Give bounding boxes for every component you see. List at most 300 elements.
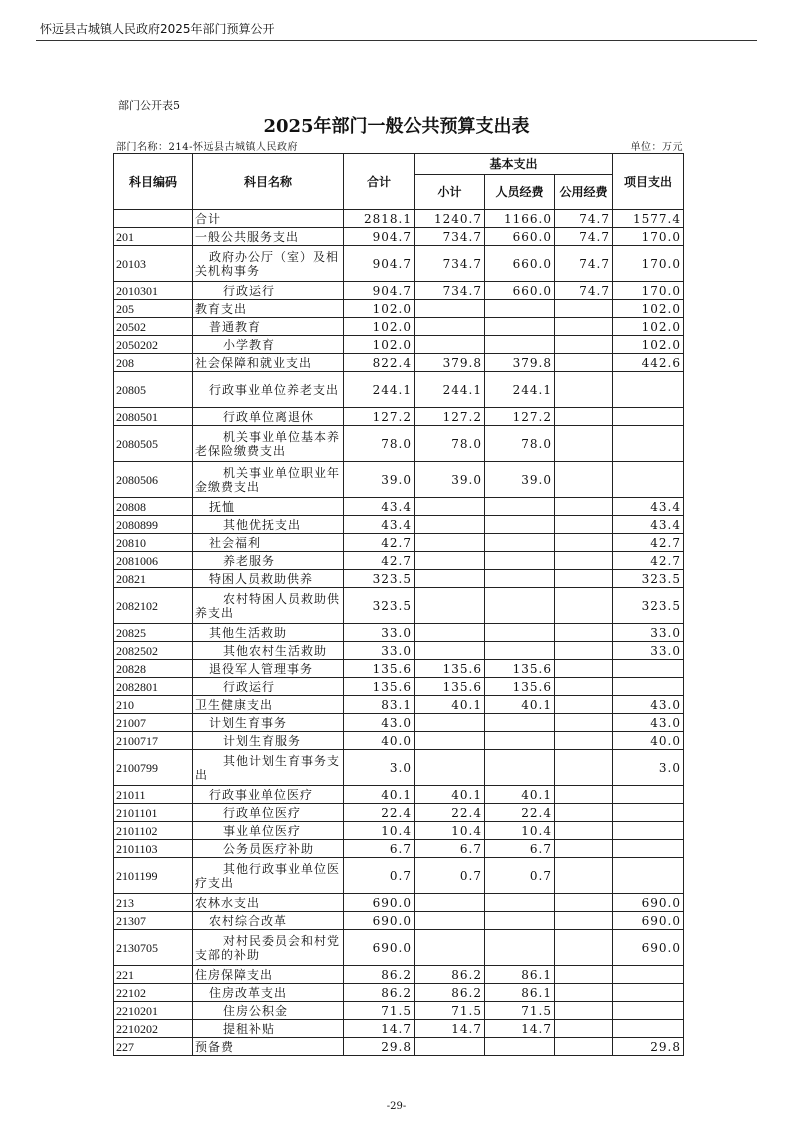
cell-name: 其他优抚支出 [193,516,344,534]
cell-project [613,984,684,1002]
cell-total: 0.7 [344,858,415,894]
table-row [114,696,684,714]
cell-name: 养老服务 [193,552,344,570]
form-number: 部门公开表5 [118,99,180,112]
cell-name: 其他行政事业单位医疗支出 [193,858,344,894]
cell-personnel [485,552,555,570]
cell-name: 公务员医疗补助 [193,840,344,858]
cell-name: 事业单位医疗 [193,822,344,840]
document-header: 怀远县古城镇人民政府2025年部门预算公开 [40,22,275,36]
cell-personnel [485,1038,555,1056]
cell-public [555,642,613,660]
cell-total: 904.7 [344,246,415,282]
cell-personnel: 660.0 [485,282,555,300]
cell-code: 2080505 [114,426,193,462]
cell-public [555,552,613,570]
cell-name: 预备费 [193,1038,344,1056]
cell-personnel: 379.8 [485,354,555,372]
table-row [114,1020,684,1038]
cell-personnel: 660.0 [485,228,555,246]
cell-code: 2080506 [114,462,193,498]
cell-personnel: 135.6 [485,678,555,696]
cell-name: 农村特困人员救助供养支出 [193,588,344,624]
cell-personnel [485,588,555,624]
table-row [114,300,684,318]
cell-subtotal: 22.4 [415,804,485,822]
cell-code: 2080899 [114,516,193,534]
cell-code: 2081006 [114,552,193,570]
cell-name: 行政单位医疗 [193,804,344,822]
cell-public [555,858,613,894]
table-row [114,588,684,624]
table-row [114,822,684,840]
cell-subtotal [415,552,485,570]
table-row [114,714,684,732]
cell-name: 农林水支出 [193,894,344,912]
cell-public [555,732,613,750]
cell-name: 社会保障和就业支出 [193,354,344,372]
cell-public [555,588,613,624]
cell-project: 690.0 [613,894,684,912]
cell-total: 39.0 [344,462,415,498]
cell-public [555,372,613,408]
cell-project [613,966,684,984]
table-row [114,336,684,354]
cell-total: 86.2 [344,966,415,984]
cell-subtotal [415,732,485,750]
cell-subtotal: 10.4 [415,822,485,840]
cell-total: 822.4 [344,354,415,372]
cell-name: 特困人员救助供养 [193,570,344,588]
cell-personnel [485,498,555,516]
cell-project: 43.0 [613,714,684,732]
cell-project: 102.0 [613,318,684,336]
cell-total: 6.7 [344,840,415,858]
cell-name: 机关事业单位职业年金缴费支出 [193,462,344,498]
cell-code: 21307 [114,912,193,930]
cell-subtotal: 39.0 [415,462,485,498]
cell-public [555,840,613,858]
cell-total: 323.5 [344,588,415,624]
table-row [114,282,684,300]
cell-project: 3.0 [613,750,684,786]
table-row [114,732,684,750]
cell-name: 普通教育 [193,318,344,336]
table-row [114,462,684,498]
header-public: 公用经费 [555,175,613,210]
cell-project: 323.5 [613,570,684,588]
cell-name: 退役军人管理事务 [193,660,344,678]
cell-project [613,408,684,426]
cell-personnel: 71.5 [485,1002,555,1020]
table-row [114,1002,684,1020]
cell-personnel: 0.7 [485,858,555,894]
cell-project: 170.0 [613,228,684,246]
cell-name: 住房保障支出 [193,966,344,984]
table-row [114,246,684,282]
header-project: 项目支出 [613,154,684,210]
cell-code: 201 [114,228,193,246]
cell-project [613,660,684,678]
cell-name: 行政运行 [193,282,344,300]
cell-total: 135.6 [344,678,415,696]
cell-total: 40.0 [344,732,415,750]
cell-code: 22102 [114,984,193,1002]
cell-personnel: 14.7 [485,1020,555,1038]
cell-total: 2818.1 [344,210,415,228]
cell-total: 135.6 [344,660,415,678]
cell-code: 20825 [114,624,193,642]
cell-public [555,1038,613,1056]
table-row [114,966,684,984]
cell-public [555,498,613,516]
cell-public [555,570,613,588]
cell-project [613,786,684,804]
cell-code: 2101199 [114,858,193,894]
cell-subtotal [415,750,485,786]
cell-public [555,1020,613,1038]
cell-public: 74.7 [555,246,613,282]
cell-name: 住房改革支出 [193,984,344,1002]
cell-name: 对村民委员会和村党支部的补助 [193,930,344,966]
cell-project [613,462,684,498]
header-subtotal: 小计 [415,175,485,210]
cell-public [555,300,613,318]
cell-public [555,696,613,714]
cell-public [555,624,613,642]
cell-public [555,804,613,822]
cell-subtotal: 6.7 [415,840,485,858]
cell-project [613,858,684,894]
header-name: 科目名称 [193,154,344,210]
table-row [114,570,684,588]
cell-code: 21011 [114,786,193,804]
cell-project: 170.0 [613,282,684,300]
table-row [114,912,684,930]
cell-name: 机关事业单位基本养老保险缴费支出 [193,426,344,462]
cell-project [613,840,684,858]
cell-code: 20103 [114,246,193,282]
cell-total: 127.2 [344,408,415,426]
cell-personnel [485,930,555,966]
cell-code: 2100717 [114,732,193,750]
cell-total: 33.0 [344,624,415,642]
budget-table [113,153,684,1056]
cell-subtotal: 40.1 [415,786,485,804]
cell-subtotal [415,714,485,732]
cell-project: 102.0 [613,336,684,354]
cell-total: 14.7 [344,1020,415,1038]
cell-project: 33.0 [613,642,684,660]
cell-subtotal [415,318,485,336]
cell-personnel: 1166.0 [485,210,555,228]
table-row [114,552,684,570]
table-row [114,786,684,804]
cell-total: 244.1 [344,372,415,408]
cell-personnel: 39.0 [485,462,555,498]
cell-name: 社会福利 [193,534,344,552]
cell-public [555,354,613,372]
cell-total: 71.5 [344,1002,415,1020]
cell-total: 42.7 [344,552,415,570]
table-row [114,210,684,228]
cell-personnel [485,336,555,354]
cell-public [555,408,613,426]
cell-code: 205 [114,300,193,318]
cell-personnel: 40.1 [485,696,555,714]
cell-project [613,372,684,408]
table-row [114,534,684,552]
cell-public [555,678,613,696]
cell-code: 2080501 [114,408,193,426]
header-basic: 基本支出 [415,154,613,175]
cell-total: 43.4 [344,516,415,534]
cell-personnel [485,912,555,930]
cell-personnel [485,714,555,732]
cell-name: 行政事业单位医疗 [193,786,344,804]
unit-label: 单位：万元 [630,142,683,153]
cell-subtotal: 86.2 [415,966,485,984]
table-row [114,930,684,966]
cell-project: 170.0 [613,246,684,282]
cell-total: 29.8 [344,1038,415,1056]
cell-personnel: 127.2 [485,408,555,426]
cell-total: 690.0 [344,930,415,966]
cell-project: 29.8 [613,1038,684,1056]
cell-code: 20805 [114,372,193,408]
cell-personnel: 86.1 [485,966,555,984]
cell-code: 20808 [114,498,193,516]
cell-total: 22.4 [344,804,415,822]
cell-personnel: 22.4 [485,804,555,822]
table-row [114,678,684,696]
cell-personnel [485,624,555,642]
cell-code: 20821 [114,570,193,588]
cell-total: 33.0 [344,642,415,660]
cell-name: 抚恤 [193,498,344,516]
cell-subtotal: 135.6 [415,678,485,696]
cell-project: 43.4 [613,498,684,516]
cell-code: 221 [114,966,193,984]
cell-public: 74.7 [555,210,613,228]
cell-code: 21007 [114,714,193,732]
cell-project [613,426,684,462]
cell-personnel [485,516,555,534]
cell-subtotal: 379.8 [415,354,485,372]
cell-subtotal: 71.5 [415,1002,485,1020]
table-body [114,210,684,1056]
department-name: 部门名称：214-怀远县古城镇人民政府 [116,142,298,153]
table-row [114,624,684,642]
cell-subtotal [415,642,485,660]
cell-total: 86.2 [344,984,415,1002]
cell-name: 行政单位离退休 [193,408,344,426]
cell-personnel: 660.0 [485,246,555,282]
table-row [114,516,684,534]
cell-public [555,516,613,534]
table-row [114,408,684,426]
table-row [114,372,684,408]
table-row [114,318,684,336]
cell-project: 40.0 [613,732,684,750]
cell-total: 323.5 [344,570,415,588]
cell-subtotal [415,534,485,552]
cell-subtotal: 40.1 [415,696,485,714]
cell-subtotal [415,912,485,930]
cell-project: 42.7 [613,534,684,552]
cell-subtotal [415,300,485,318]
table-title: 2025年部门一般公共预算支出表 [263,116,530,137]
table-row [114,642,684,660]
table-row [114,660,684,678]
header-total: 合计 [344,154,415,210]
table-row [114,858,684,894]
table-row [114,894,684,912]
cell-code: 20828 [114,660,193,678]
cell-subtotal [415,894,485,912]
cell-total: 43.0 [344,714,415,732]
cell-code [114,210,193,228]
cell-public: 74.7 [555,228,613,246]
cell-project: 323.5 [613,588,684,624]
cell-name: 提租补贴 [193,1020,344,1038]
cell-subtotal [415,624,485,642]
cell-name: 卫生健康支出 [193,696,344,714]
cell-public [555,750,613,786]
cell-subtotal [415,336,485,354]
cell-code: 2210201 [114,1002,193,1020]
cell-total: 3.0 [344,750,415,786]
cell-subtotal: 734.7 [415,282,485,300]
cell-public [555,966,613,984]
cell-code: 2130705 [114,930,193,966]
cell-name: 其他农村生活救助 [193,642,344,660]
cell-name: 一般公共服务支出 [193,228,344,246]
cell-total: 43.4 [344,498,415,516]
cell-code: 20810 [114,534,193,552]
header-divider [36,40,757,41]
cell-subtotal [415,1038,485,1056]
cell-project: 33.0 [613,624,684,642]
cell-subtotal [415,498,485,516]
cell-project [613,804,684,822]
cell-code: 2010301 [114,282,193,300]
cell-code: 2082801 [114,678,193,696]
cell-public [555,534,613,552]
cell-personnel: 6.7 [485,840,555,858]
cell-total: 78.0 [344,426,415,462]
cell-subtotal: 86.2 [415,984,485,1002]
cell-subtotal: 244.1 [415,372,485,408]
cell-code: 213 [114,894,193,912]
cell-project: 43.4 [613,516,684,534]
cell-public [555,660,613,678]
cell-public [555,1002,613,1020]
cell-total: 690.0 [344,894,415,912]
cell-public [555,426,613,462]
cell-personnel: 40.1 [485,786,555,804]
table-row [114,840,684,858]
cell-code: 2100799 [114,750,193,786]
cell-public [555,822,613,840]
cell-project [613,822,684,840]
cell-subtotal: 1240.7 [415,210,485,228]
cell-total: 102.0 [344,318,415,336]
cell-total: 690.0 [344,912,415,930]
cell-public [555,894,613,912]
cell-name: 行政运行 [193,678,344,696]
cell-personnel [485,750,555,786]
header-personnel: 人员经费 [485,175,555,210]
cell-project [613,1002,684,1020]
cell-name: 其他计划生育事务支出 [193,750,344,786]
cell-personnel: 86.1 [485,984,555,1002]
cell-code: 2101101 [114,804,193,822]
cell-code: 2082102 [114,588,193,624]
cell-subtotal [415,570,485,588]
cell-public: 74.7 [555,282,613,300]
cell-total: 83.1 [344,696,415,714]
table-row [114,804,684,822]
table-row [114,426,684,462]
cell-public [555,984,613,1002]
table-row [114,354,684,372]
cell-subtotal [415,930,485,966]
cell-total: 904.7 [344,228,415,246]
cell-name: 计划生育服务 [193,732,344,750]
cell-code: 2101103 [114,840,193,858]
cell-personnel: 244.1 [485,372,555,408]
cell-subtotal: 734.7 [415,228,485,246]
cell-personnel [485,318,555,336]
cell-personnel [485,570,555,588]
cell-code: 208 [114,354,193,372]
table-row [114,750,684,786]
cell-name: 小学教育 [193,336,344,354]
cell-project: 102.0 [613,300,684,318]
cell-name: 农村综合改革 [193,912,344,930]
page-number: -29- [386,1101,407,1112]
cell-total: 904.7 [344,282,415,300]
cell-project: 1577.4 [613,210,684,228]
cell-subtotal: 734.7 [415,246,485,282]
cell-total: 42.7 [344,534,415,552]
cell-project: 43.0 [613,696,684,714]
cell-project: 42.7 [613,552,684,570]
cell-subtotal: 0.7 [415,858,485,894]
table-row [114,1038,684,1056]
cell-project: 690.0 [613,930,684,966]
cell-public [555,462,613,498]
cell-project [613,1020,684,1038]
cell-name: 计划生育事务 [193,714,344,732]
cell-personnel: 78.0 [485,426,555,462]
cell-subtotal: 78.0 [415,426,485,462]
cell-project [613,678,684,696]
cell-total: 102.0 [344,336,415,354]
cell-name: 其他生活救助 [193,624,344,642]
cell-name: 政府办公厅（室）及相关机构事务 [193,246,344,282]
cell-total: 102.0 [344,300,415,318]
cell-code: 2101102 [114,822,193,840]
cell-project: 442.6 [613,354,684,372]
cell-subtotal [415,588,485,624]
cell-public [555,930,613,966]
cell-code: 2050202 [114,336,193,354]
cell-name: 教育支出 [193,300,344,318]
cell-personnel [485,732,555,750]
cell-code: 210 [114,696,193,714]
